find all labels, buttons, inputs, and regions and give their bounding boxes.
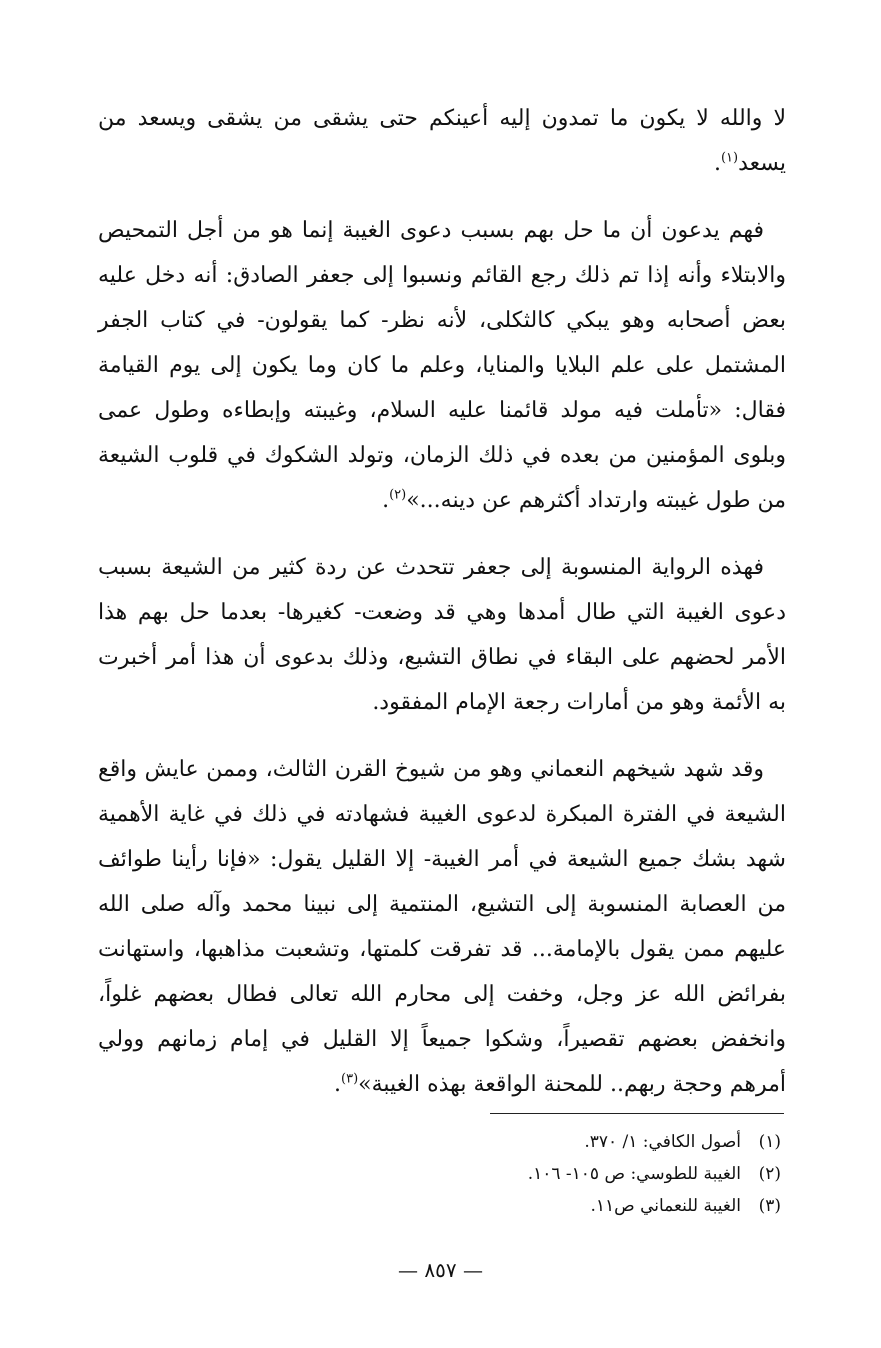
footnote-ref-3: (٣) [341, 1071, 359, 1087]
footnote-1-text: أصول الكافي: ١/ ٣٧٠. [584, 1132, 741, 1152]
paragraph-2-tail: . [382, 488, 390, 513]
paragraph-1 [98, 96, 786, 186]
footnote-2-number: (٢) [758, 1164, 781, 1184]
page-body [98, 96, 786, 1129]
footnote-3 [361, 1190, 781, 1222]
paragraph-4 [98, 747, 786, 1107]
paragraph-2-text: فهم يدعون أن ما حل بهم بسبب دعوى الغيبة إنما هو من أجل التمحيص والابتلاء وأنه إذا تم ذلك رجع القائم ونسبوا إلى جعفر الصادق: أنه دخل عليه بعض أصحابه وهو يبكي كالثكلى، لأنه نظر- كما يقولون- في كتاب الجفر المشتمل على علم البلايا والمنايا، وعلم ما كان وما يكون إلى يوم القيامة فقال: «تأملت فيه مولد قائمنا عليه السلام، وغيبته وإبطاءه وطول عمى وبلوى المؤمنين من بعده في ذلك الزمان، وتولد الشكوك في قلوب الشيعة من طول غيبته وارتداد أكثرهم عن دينه...» [98, 218, 786, 513]
paragraph-1-text: لا والله لا يكون ما تمدون إليه أعينكم حتى يشقى من يشقى ويسعد من يسعد [98, 106, 786, 176]
paragraph-1-tail: . [713, 151, 721, 176]
footnote-ref-2: (٢) [389, 487, 407, 503]
footnote-1-number: (١) [758, 1132, 781, 1152]
footnotes [361, 1126, 781, 1222]
footnote-2-text: الغيبة للطوسي: ص ١٠٥- ١٠٦. [527, 1164, 741, 1184]
paragraph-3 [98, 545, 786, 725]
page-number: — ٨٥٧ — [398, 1258, 483, 1282]
footnote-divider [490, 1113, 784, 1114]
paragraph-4-text: وقد شهد شيخهم النعماني وهو من شيوخ القرن الثالث، وممن عايش واقع الشيعة في الفترة المبكرة لدعوى الغيبة فشهادته في ذلك في غاية الأهمية شهد بشك جميع الشيعة في أمر الغيبة- إلا القليل يقول: «فإنا رأينا طوائف من العصابة المنسوبة إلى التشيع، المنتمية إلى نبينا محمد وآله صلى الله عليهم ممن يقول بالإمامة... قد تفرقت كلمتها، وتشعبت مذاهبها، واستهانت بفرائض الله عز وجل، وخفت إلى محارم الله تعالى فطال بعضهم غلواً، وانخفض بعضهم تقصيراً، وشكوا جميعاً إلا القليل في إمام زمانهم وولي أمرهم وحجة ربهم.. للمحنة الواقعة بهذه الغيبة» [98, 757, 786, 1097]
paragraph-2 [98, 208, 786, 523]
footnote-3-text: الغيبة للنعماني ص١١. [590, 1196, 741, 1216]
footnote-1 [361, 1126, 781, 1158]
footnote-3-number: (٣) [758, 1196, 781, 1216]
footnote-ref-1: (١) [720, 150, 739, 166]
paragraph-3-text: فهذه الرواية المنسوبة إلى جعفر تتحدث عن ردة كثير من الشيعة بسبب دعوى الغيبة التي طال أمدها وهي قد وضعت- كغيرها- بعدما حل بهم هذا الأمر لحضهم على البقاء في نطاق التشيع، وذلك بدعوى أن هذا أمر أخبرت به الأئمة وهو من أمارات رجعة الإمام المفقود. [98, 555, 786, 715]
paragraph-4-tail: . [334, 1072, 342, 1097]
footnote-2 [361, 1158, 781, 1190]
